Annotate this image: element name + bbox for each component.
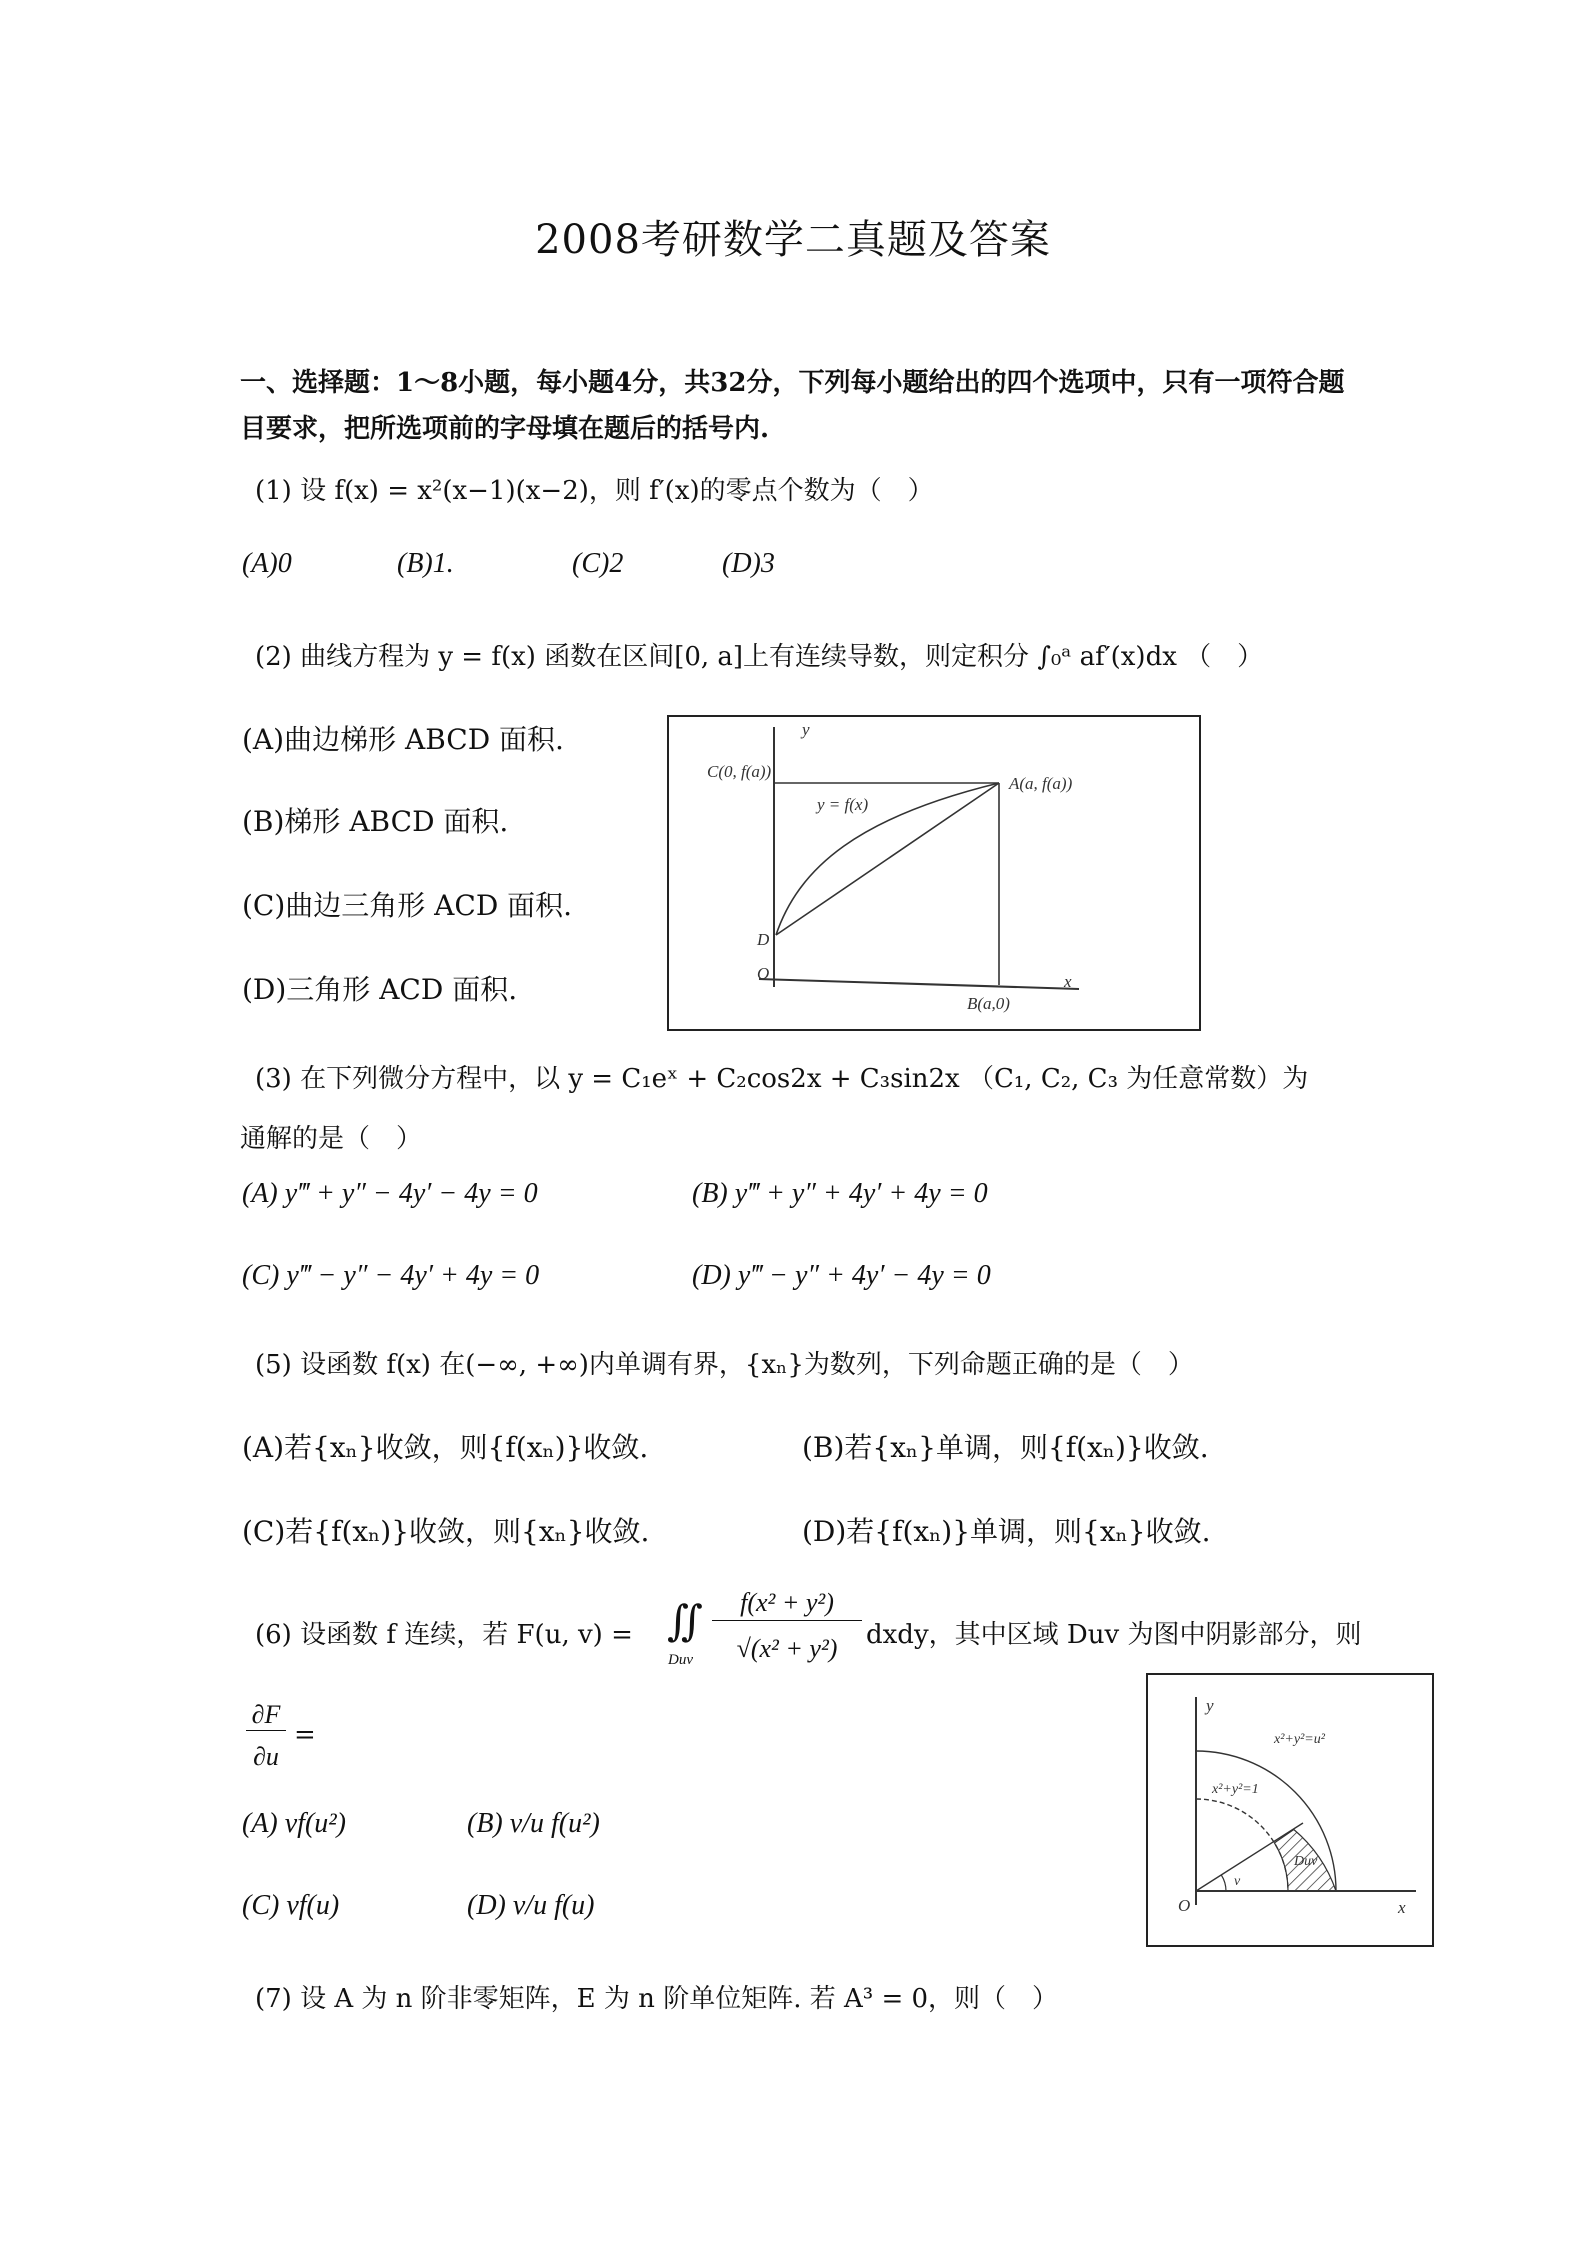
q6-angle-mark — [1221, 1875, 1226, 1891]
q5-option-c[interactable]: (C)若{f(xₙ)}收敛，则{xₙ}收敛. — [242, 1515, 650, 1548]
q2-x-label: x — [1064, 972, 1072, 991]
q6-y-label: y — [1206, 1696, 1214, 1715]
q3-stem-line2: 通解的是（ ） — [240, 1124, 423, 1154]
q6-region-label: Duv — [1294, 1854, 1318, 1869]
q6-domain-subscript: Duv — [668, 1652, 693, 1668]
q1-option-a[interactable]: (A)0 — [242, 548, 292, 579]
q3-option-c[interactable]: (C) y‴ − y″ − 4y′ + 4y = 0 — [242, 1260, 540, 1291]
page-title: 2008考研数学二真题及答案 — [535, 217, 1051, 263]
q6-fraction-denominator: √(x² + y²) — [736, 1634, 838, 1663]
q6-figure-svg — [1148, 1675, 1432, 1945]
q6-option-a[interactable]: (A) vf(u²) — [242, 1808, 347, 1839]
q6-x-label: x — [1398, 1898, 1406, 1917]
q2-y-label: y — [802, 720, 810, 739]
q2-figure-svg — [669, 717, 1199, 1029]
q6-outer-label: x²+y²=u² — [1274, 1732, 1325, 1747]
q2-option-b[interactable]: (B)梯形 ABCD 面积. — [242, 805, 509, 838]
q5-option-b[interactable]: (B)若{xₙ}单调，则{f(xₙ)}收敛. — [802, 1431, 1209, 1464]
q6-stem-prefix: (6) 设函数 f 连续，若 F(u, v) = — [255, 1620, 633, 1650]
q2-chord-da — [776, 783, 999, 935]
q2-b-label: B(a,0) — [967, 994, 1010, 1013]
q3-option-a[interactable]: (A) y‴ + y″ − 4y′ − 4y = 0 — [242, 1178, 538, 1209]
q5-stem: (5) 设函数 f(x) 在(−∞, +∞)内单调有界，{xₙ}为数列，下列命题正确的是（ ） — [255, 1350, 1194, 1380]
q6-derivative-denominator: ∂u — [253, 1742, 279, 1771]
q6-derivative-numerator: ∂F — [246, 1700, 286, 1731]
q6-figure — [1146, 1673, 1434, 1947]
q3-option-d[interactable]: (D) y‴ − y″ + 4y′ − 4y = 0 — [692, 1260, 991, 1291]
q6-option-b[interactable]: (B) v/u f(u²) — [467, 1808, 600, 1839]
q2-x-axis — [759, 979, 1079, 989]
q6-stem-suffix: dxdy，其中区域 Duv 为图中阴影部分，则 — [866, 1620, 1362, 1650]
q7-stem: (7) 设 A 为 n 阶非零矩阵，E 为 n 阶单位矩阵. 若 A³ = 0，则（ ） — [255, 1984, 1059, 2014]
q5-option-d[interactable]: (D)若{f(xₙ)}单调，则{xₙ}收敛. — [802, 1515, 1211, 1548]
q2-figure — [667, 715, 1201, 1031]
q1-option-b[interactable]: (B)1. — [397, 548, 454, 579]
q6-option-c[interactable]: (C) vf(u) — [242, 1890, 340, 1921]
q1-option-d[interactable]: (D)3 — [722, 548, 775, 579]
q2-o-label: O — [757, 964, 770, 983]
q3-option-b[interactable]: (B) y‴ + y″ + 4y′ + 4y = 0 — [692, 1178, 988, 1209]
q6-inner-arc — [1196, 1799, 1288, 1891]
q1-stem: (1) 设 f(x) = x²(x−1)(x−2)，则 f′(x)的零点个数为（ ） — [255, 476, 934, 506]
q2-a-label: A(a, f(a)) — [1009, 774, 1073, 793]
q2-option-d[interactable]: (D)三角形 ACD 面积. — [242, 973, 518, 1006]
q1-option-c[interactable]: (C)2 — [572, 548, 624, 579]
section-intro: 一、选择题：1～8小题，每小题4分，共32分，下列每小题给出的四个选项中，只有一项符合题目要求，把所选项前的字母填在题后的括号内. — [240, 368, 1345, 444]
q2-c-label: C(0, f(a)) — [707, 762, 772, 781]
q6-o-label: O — [1178, 1896, 1191, 1915]
q2-curve-label: y = f(x) — [817, 795, 869, 814]
q2-option-a[interactable]: (A)曲边梯形 ABCD 面积. — [242, 723, 564, 756]
q6-integral-sign: ∬ — [667, 1596, 703, 1645]
q3-stem-line1: (3) 在下列微分方程中，以 y = C₁eˣ + C₂cos2x + C₃sin2x （C₁, C₂, C₃ 为任意常数）为 — [255, 1064, 1309, 1094]
q5-option-a[interactable]: (A)若{xₙ}收敛，则{f(xₙ)}收敛. — [242, 1431, 649, 1464]
q6-fraction-numerator: f(x² + y²) — [712, 1588, 862, 1621]
q6-option-d[interactable]: (D) v/u f(u) — [467, 1890, 595, 1921]
q6-inner-label: x²+y²=1 — [1212, 1782, 1259, 1797]
q2-stem: (2) 曲线方程为 y = f(x) 函数在区间[0, a]上有连续导数，则定积分 ∫₀ᵃ af′(x)dx （ ） — [255, 642, 1264, 672]
q2-d-label: D — [757, 930, 770, 949]
q2-option-c[interactable]: (C)曲边三角形 ACD 面积. — [242, 889, 573, 922]
q6-derivative-equals: = — [294, 1720, 316, 1750]
q6-angle-label: v — [1234, 1874, 1241, 1889]
